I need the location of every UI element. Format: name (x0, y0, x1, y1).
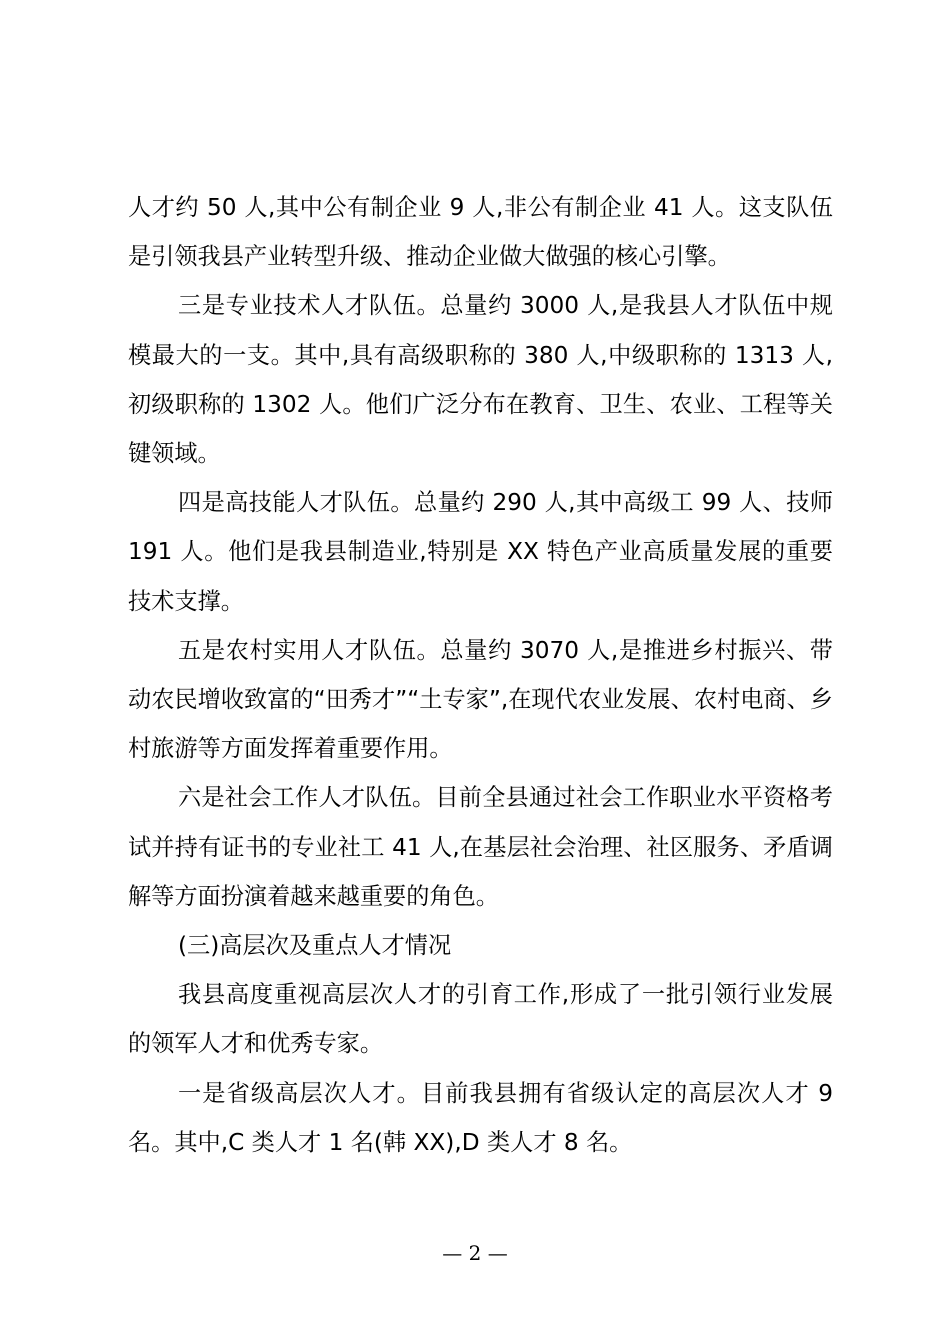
paragraph-social-work-talent: 六是社会工作人才队伍。目前全县通过社会工作职业水平资格考试并持有证书的专业社工 41 人,在基层社会治理、社区服务、矛盾调解等方面扮演着越来越重要的角色。 (128, 784, 833, 910)
paragraph-high-skill-talent: 四是高技能人才队伍。总量约 290 人,其中高级工 99 人、技师 191 人。他们是我县制造业,特别是 XX 特色产业高质量发展的重要技术支撑。 (128, 489, 833, 615)
paragraph-professional-technical-talent: 三是专业技术人才队伍。总量约 3000 人,是我县人才队伍中规模最大的一支。其中,具有高级职称的 380 人,中级职称的 1313 人,初级职称的 1302 人。他们广泛分布在教育、卫生、农业、工程等关键领域。 (128, 292, 833, 468)
paragraph-provincial-high-level-talent: 一是省级高层次人才。目前我县拥有省级认定的高层次人才 9 名。其中,C 类人才 1 名(韩 XX),D 类人才 8 名。 (128, 1079, 833, 1156)
paragraph-talent-count-continued: 人才约 50 人,其中公有制企业 9 人,非公有制企业 41 人。这支队伍是引领我县产业转型升级、推动企业做大做强的核心引擎。 (128, 194, 833, 271)
document-body (128, 183, 833, 1167)
paragraph-high-level-talent-intro: 我县高度重视高层次人才的引育工作,形成了一批引领行业发展的领军人才和优秀专家。 (128, 981, 833, 1058)
paragraph-rural-practical-talent: 五是农村实用人才队伍。总量约 3070 人,是推进乡村振兴、带动农民增收致富的“田秀才”“土专家”,在现代农业发展、农村电商、乡村旅游等方面发挥着重要作用。 (128, 636, 833, 763)
page-number: — 2 — (442, 1241, 508, 1265)
section-heading-high-level-talent: (三)高层次及重点人才情况 (178, 932, 452, 960)
